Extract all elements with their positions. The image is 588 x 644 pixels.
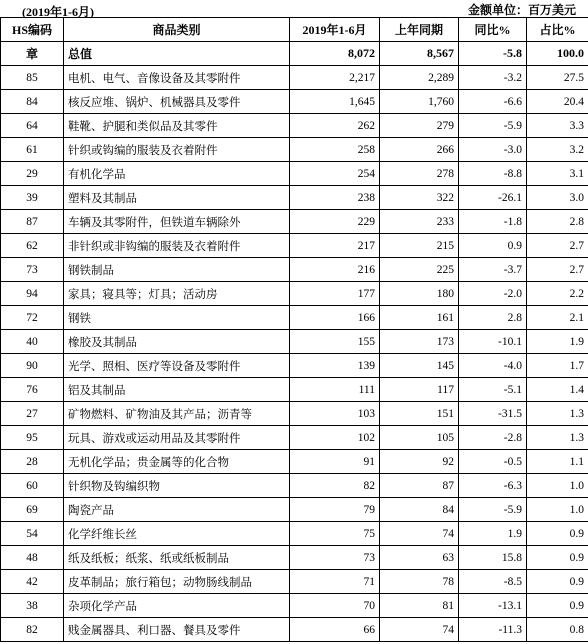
row-current-value: 254: [290, 162, 380, 186]
row-category: 贱金属器具、利口器、餐具及零件: [64, 618, 290, 642]
row-share-percent: 1.9: [527, 330, 588, 354]
row-prior-value: 87: [380, 474, 459, 498]
table-caption: [0, 0, 588, 17]
row-yoy-percent: -6.6: [459, 90, 527, 114]
row-current-value: 177: [290, 282, 380, 306]
row-yoy-percent: -11.3: [459, 618, 527, 642]
row-current-value: 155: [290, 330, 380, 354]
row-prior-value: 74: [380, 618, 459, 642]
row-yoy-percent: 1.9: [459, 522, 527, 546]
row-category: 有机化学品: [64, 162, 290, 186]
row-hs-code: 39: [1, 186, 64, 210]
table-row: [1, 402, 588, 426]
row-hs-code: 38: [1, 594, 64, 618]
row-share-percent: 1.0: [527, 474, 588, 498]
row-share-percent: 3.2: [527, 138, 588, 162]
row-yoy-percent: -5.9: [459, 498, 527, 522]
row-category: 玩具、游戏或运动用品及其零附件: [64, 426, 290, 450]
row-prior-value: 322: [380, 186, 459, 210]
col-header-prior: 上年同期: [380, 18, 459, 42]
table-row: [1, 258, 588, 282]
total-code: 章: [1, 42, 64, 66]
row-category: 杂项化学产品: [64, 594, 290, 618]
row-prior-value: 117: [380, 378, 459, 402]
row-prior-value: 74: [380, 522, 459, 546]
table-row: [1, 522, 588, 546]
row-share-percent: 2.7: [527, 234, 588, 258]
row-hs-code: 84: [1, 90, 64, 114]
row-category: 橡胶及其制品: [64, 330, 290, 354]
row-yoy-percent: -10.1: [459, 330, 527, 354]
table-row: [1, 210, 588, 234]
row-current-value: 102: [290, 426, 380, 450]
row-yoy-percent: 0.9: [459, 234, 527, 258]
row-prior-value: 2,289: [380, 66, 459, 90]
row-share-percent: 2.7: [527, 258, 588, 282]
row-yoy-percent: -26.1: [459, 186, 527, 210]
row-yoy-percent: -4.0: [459, 354, 527, 378]
row-hs-code: 60: [1, 474, 64, 498]
row-category: 钢铁: [64, 306, 290, 330]
row-hs-code: 72: [1, 306, 64, 330]
row-hs-code: 40: [1, 330, 64, 354]
row-share-percent: 0.9: [527, 522, 588, 546]
row-hs-code: 95: [1, 426, 64, 450]
row-category: 核反应堆、锅炉、机械器具及零件: [64, 90, 290, 114]
total-current: 8,072: [290, 42, 380, 66]
row-prior-value: 78: [380, 570, 459, 594]
row-share-percent: 2.2: [527, 282, 588, 306]
col-header-current: 2019年1-6月: [290, 18, 380, 42]
row-yoy-percent: -5.1: [459, 378, 527, 402]
table-row: [1, 66, 588, 90]
row-prior-value: 278: [380, 162, 459, 186]
row-category: 车辆及其零附件，但铁道车辆除外: [64, 210, 290, 234]
row-share-percent: 0.9: [527, 594, 588, 618]
row-hs-code: 42: [1, 570, 64, 594]
row-current-value: 71: [290, 570, 380, 594]
total-prior: 8,567: [380, 42, 459, 66]
row-share-percent: 3.1: [527, 162, 588, 186]
row-share-percent: 1.1: [527, 450, 588, 474]
row-prior-value: 279: [380, 114, 459, 138]
row-share-percent: 1.7: [527, 354, 588, 378]
row-category: 皮革制品；旅行箱包；动物肠线制品: [64, 570, 290, 594]
row-prior-value: 1,760: [380, 90, 459, 114]
row-prior-value: 173: [380, 330, 459, 354]
row-hs-code: 69: [1, 498, 64, 522]
row-prior-value: 81: [380, 594, 459, 618]
row-prior-value: 161: [380, 306, 459, 330]
unit-label: 金额单位：百万美元: [467, 3, 576, 17]
row-current-value: 1,645: [290, 90, 380, 114]
row-prior-value: 266: [380, 138, 459, 162]
row-category: 针织物及钩编织物: [64, 474, 290, 498]
row-current-value: 216: [290, 258, 380, 282]
row-hs-code: 82: [1, 618, 64, 642]
row-prior-value: 215: [380, 234, 459, 258]
row-yoy-percent: -6.3: [459, 474, 527, 498]
header-row: [1, 18, 588, 42]
row-category: 光学、照相、医疗等设备及零附件: [64, 354, 290, 378]
row-category: 无机化学品；贵金属等的化合物: [64, 450, 290, 474]
row-yoy-percent: -2.8: [459, 426, 527, 450]
row-share-percent: 1.3: [527, 426, 588, 450]
row-share-percent: 3.0: [527, 186, 588, 210]
row-yoy-percent: -13.1: [459, 594, 527, 618]
row-category: 陶瓷产品: [64, 498, 290, 522]
row-yoy-percent: -3.2: [459, 66, 527, 90]
row-hs-code: 64: [1, 114, 64, 138]
row-hs-code: 90: [1, 354, 64, 378]
row-current-value: 79: [290, 498, 380, 522]
table-row: [1, 474, 588, 498]
row-current-value: 75: [290, 522, 380, 546]
table-row: [1, 90, 588, 114]
table-row: [1, 234, 588, 258]
row-current-value: 238: [290, 186, 380, 210]
table-row: [1, 546, 588, 570]
row-share-percent: 27.5: [527, 66, 588, 90]
row-current-value: 139: [290, 354, 380, 378]
total-row: [1, 42, 588, 66]
col-header-category: 商品类别: [64, 18, 290, 42]
total-category: 总值: [64, 42, 290, 66]
row-yoy-percent: -31.5: [459, 402, 527, 426]
row-category: 化学纤维长丝: [64, 522, 290, 546]
row-current-value: 262: [290, 114, 380, 138]
row-category: 电机、电气、音像设备及其零附件: [64, 66, 290, 90]
table-row: [1, 378, 588, 402]
row-share-percent: 0.9: [527, 546, 588, 570]
row-share-percent: 1.4: [527, 378, 588, 402]
row-share-percent: 20.4: [527, 90, 588, 114]
row-current-value: 82: [290, 474, 380, 498]
row-hs-code: 62: [1, 234, 64, 258]
row-prior-value: 105: [380, 426, 459, 450]
row-share-percent: 2.1: [527, 306, 588, 330]
row-yoy-percent: -3.7: [459, 258, 527, 282]
row-prior-value: 225: [380, 258, 459, 282]
row-category: 家具；寝具等；灯具；活动房: [64, 282, 290, 306]
table-row: [1, 114, 588, 138]
row-category: 纸及纸板；纸浆、纸或纸板制品: [64, 546, 290, 570]
row-current-value: 91: [290, 450, 380, 474]
row-prior-value: 180: [380, 282, 459, 306]
total-yoy: -5.8: [459, 42, 527, 66]
row-share-percent: 1.3: [527, 402, 588, 426]
row-yoy-percent: -5.9: [459, 114, 527, 138]
row-category: 非针织或非钩编的服装及衣着附件: [64, 234, 290, 258]
table-row: [1, 618, 588, 642]
row-hs-code: 29: [1, 162, 64, 186]
row-hs-code: 28: [1, 450, 64, 474]
row-share-percent: 2.8: [527, 210, 588, 234]
row-hs-code: 54: [1, 522, 64, 546]
row-current-value: 258: [290, 138, 380, 162]
col-header-share: 占比%: [527, 18, 588, 42]
table-row: [1, 570, 588, 594]
table-row: [1, 186, 588, 210]
col-header-yoy: 同比%: [459, 18, 527, 42]
row-hs-code: 73: [1, 258, 64, 282]
table-row: [1, 594, 588, 618]
row-category: 钢铁制品: [64, 258, 290, 282]
row-yoy-percent: 15.8: [459, 546, 527, 570]
row-yoy-percent: -1.8: [459, 210, 527, 234]
row-category: 矿物燃料、矿物油及其产品；沥青等: [64, 402, 290, 426]
row-yoy-percent: -8.8: [459, 162, 527, 186]
table-row: [1, 354, 588, 378]
row-current-value: 2,217: [290, 66, 380, 90]
row-share-percent: 3.3: [527, 114, 588, 138]
row-prior-value: 63: [380, 546, 459, 570]
row-current-value: 73: [290, 546, 380, 570]
row-share-percent: 1.0: [527, 498, 588, 522]
row-category: 鞋靴、护腿和类似品及其零件: [64, 114, 290, 138]
row-hs-code: 27: [1, 402, 64, 426]
row-hs-code: 87: [1, 210, 64, 234]
row-hs-code: 94: [1, 282, 64, 306]
row-prior-value: 92: [380, 450, 459, 474]
row-category: 铝及其制品: [64, 378, 290, 402]
row-prior-value: 145: [380, 354, 459, 378]
row-hs-code: 76: [1, 378, 64, 402]
row-share-percent: 0.9: [527, 570, 588, 594]
table-row: [1, 498, 588, 522]
row-prior-value: 233: [380, 210, 459, 234]
row-hs-code: 61: [1, 138, 64, 162]
table-row: [1, 450, 588, 474]
row-yoy-percent: -8.5: [459, 570, 527, 594]
row-current-value: 66: [290, 618, 380, 642]
row-share-percent: 0.8: [527, 618, 588, 642]
row-yoy-percent: -3.0: [459, 138, 527, 162]
table-row: [1, 138, 588, 162]
row-current-value: 229: [290, 210, 380, 234]
row-hs-code: 48: [1, 546, 64, 570]
row-current-value: 70: [290, 594, 380, 618]
col-header-hs-code: HS编码: [1, 18, 64, 42]
row-hs-code: 85: [1, 66, 64, 90]
row-yoy-percent: -2.0: [459, 282, 527, 306]
table-row: [1, 426, 588, 450]
table-row: [1, 306, 588, 330]
row-yoy-percent: 2.8: [459, 306, 527, 330]
row-current-value: 111: [290, 378, 380, 402]
total-share: 100.0: [527, 42, 588, 66]
row-current-value: 217: [290, 234, 380, 258]
export-table: [0, 17, 588, 642]
row-yoy-percent: -0.5: [459, 450, 527, 474]
row-prior-value: 151: [380, 402, 459, 426]
table-row: [1, 162, 588, 186]
row-current-value: 166: [290, 306, 380, 330]
table-row: [1, 282, 588, 306]
row-current-value: 103: [290, 402, 380, 426]
row-category: 针织或钩编的服装及衣着附件: [64, 138, 290, 162]
row-prior-value: 84: [380, 498, 459, 522]
period-label: (2019年1-6月): [22, 5, 94, 19]
table-row: [1, 330, 588, 354]
row-category: 塑料及其制品: [64, 186, 290, 210]
